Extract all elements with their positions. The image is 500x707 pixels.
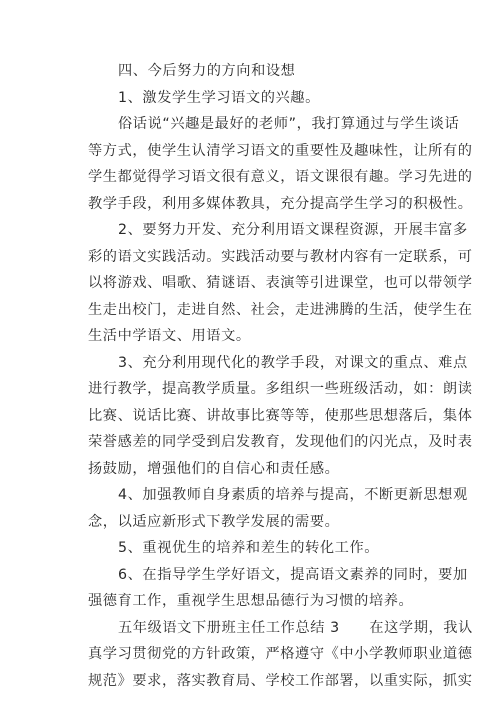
section-heading: 四、今后努力的方向和设想 [118,63,296,79]
paragraph-line: 6、在指导学生学好语文，提高语文素养的同时，要加 [118,566,468,583]
paragraph-line: 念，以适应新形式下教学发展的需要。 [88,513,340,530]
paragraph-line: 学生都觉得学习语文很有意义，语文课很有趣。学习先进的 [88,169,473,185]
paragraph-line: 彩的语文实践活动。实践活动要与教材内容有一定联系，可 [88,248,473,265]
paragraph-line: 2、要努力开发、充分利用语文课程资源，开展丰富多 [118,222,468,238]
paragraph-line: 比赛、说话比赛、讲故事比赛等等，使那些思想落后，集体 [88,407,473,424]
paragraph-line: 教学手段，利用多媒体教具，充分提高学生学习的积极性。 [88,195,473,212]
paragraph-line: 真学习贯彻党的方针政策，严格遵守《中小学教师职业道德 [88,646,473,662]
paragraph-line: 强德育工作，重视学生思想品德行为习惯的培养。 [88,593,414,609]
document-body [88,58,473,694]
paragraph-line: 生活中学语文、用语文。 [88,328,251,344]
paragraph-line: 扬鼓励，增强他们的自信心和责任感。 [88,460,340,477]
paragraph-line: 等方式，使学生认清学习语文的重要性及趣味性，让所有的 [88,142,473,159]
item-1-heading: 1、激发学生学习语文的兴趣。 [118,89,320,106]
summary-title-line: 五年级语文下册班主任工作总结 3 在这学期，我认 [118,619,473,636]
paragraph-line: 荣誉感差的同学受到启发教育，发现他们的闪光点，及时表 [88,434,473,450]
paragraph-line: 进行教学，提高教学质量。多组织一些班级活动，如：朗读 [88,381,473,397]
paragraph-line: 生走出校门，走进自然、社会，走进沸腾的生活，使学生在 [88,301,473,318]
paragraph-line: 俗话说“兴趣是最好的老师”，我打算通过与学生谈话 [118,116,460,132]
paragraph-line: 4、加强教师自身素质的培养与提高，不断更新思想观 [118,487,468,503]
paragraph-line: 5、重视优生的培养和差生的转化工作。 [118,540,380,556]
paragraph-line: 以将游戏、唱歌、猜谜语、表演等引进课堂，也可以带领学 [88,275,473,291]
paragraph-line: 规范》要求，落实教育局、学校工作部署，以重实际，抓实 [88,672,473,689]
paragraph-line: 3、充分利用现代化的教学手段，对课文的重点、难点 [118,354,468,371]
